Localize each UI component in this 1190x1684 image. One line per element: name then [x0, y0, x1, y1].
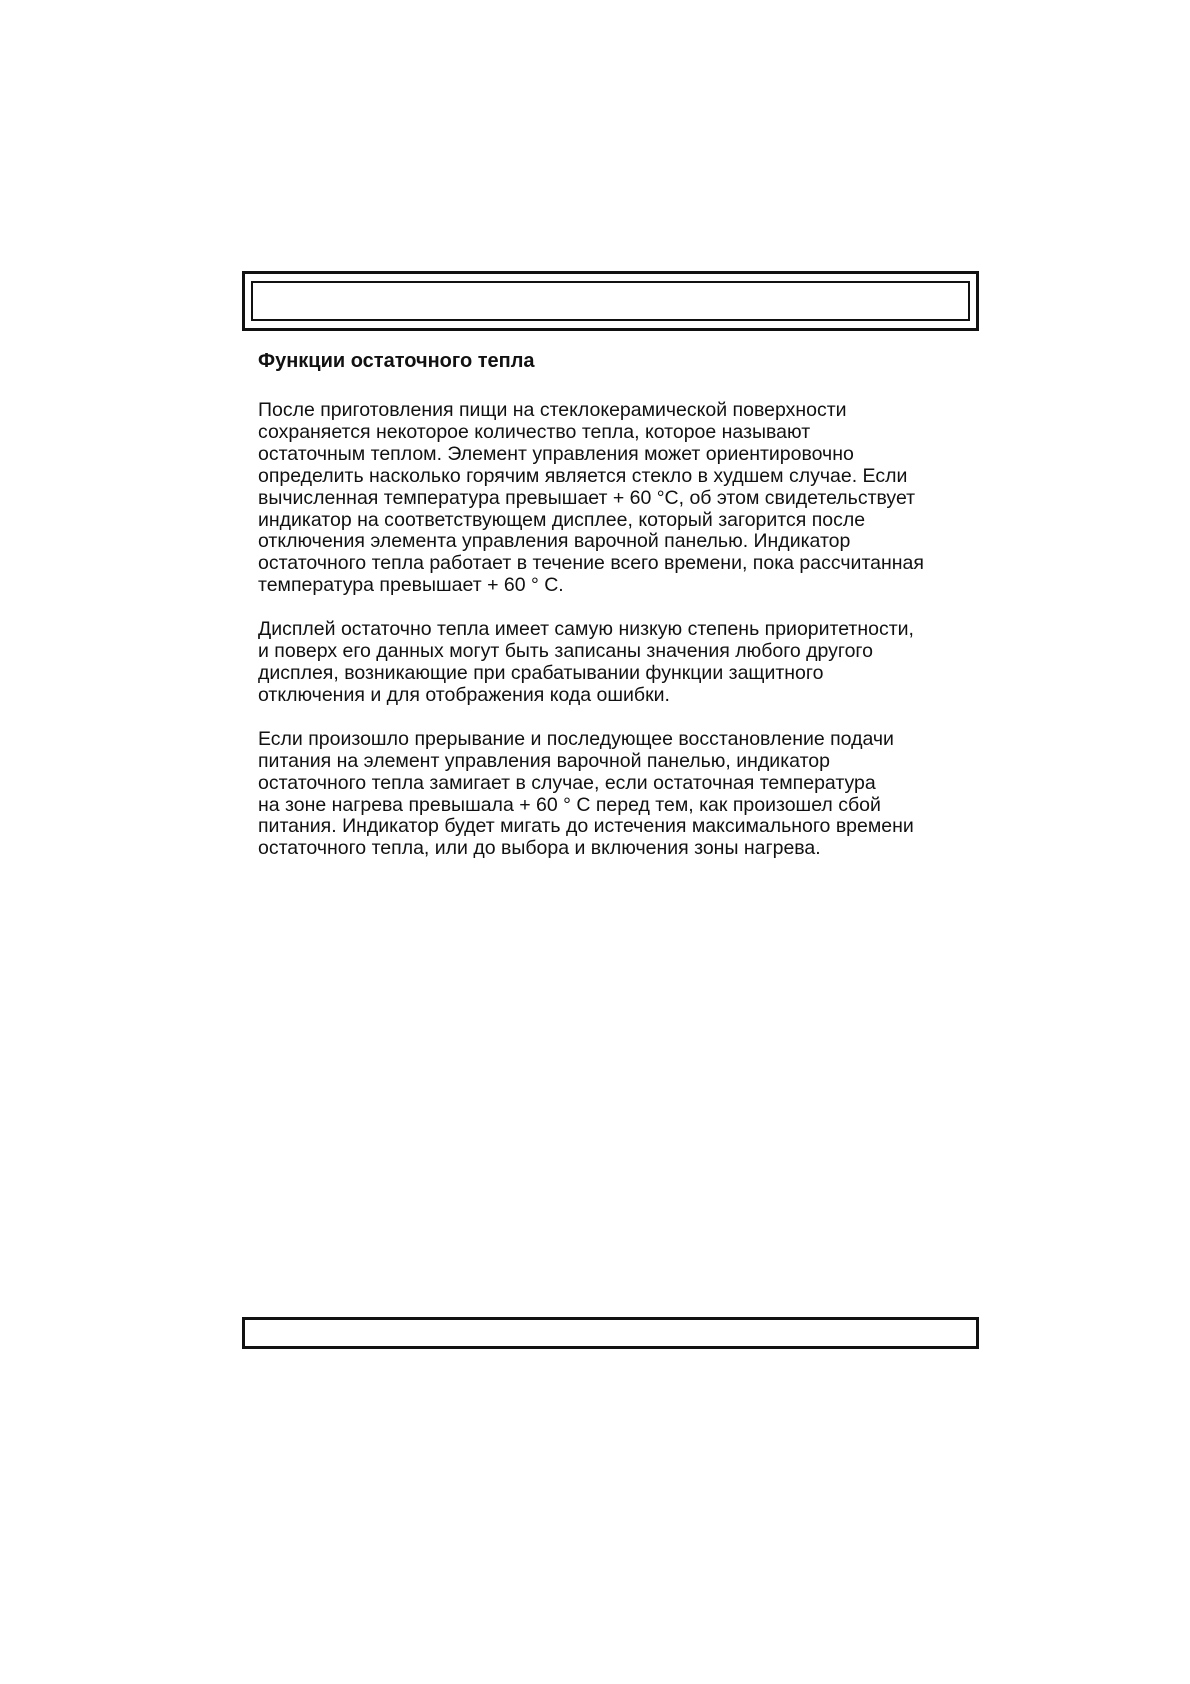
header-frame	[242, 271, 979, 331]
footer-frame	[242, 1317, 979, 1349]
header-inner-frame	[251, 281, 970, 321]
paragraph-display-priority: Дисплей остаточно тепла имеет самую низкую степень приоритетности, и поверх его данных могут быть записаны значения любого другого дисплея, возникающие при срабатывании функции защитного отключения и для отображения кода ошибки.	[258, 618, 914, 706]
document-body	[258, 348, 988, 882]
section-title: Функции остаточного тепла	[258, 350, 535, 372]
paragraph-residual-heat-intro: После приготовления пищи на стеклокерамической поверхности сохраняется некоторое количество тепла, которое называют остаточным теплом. Элемент управления может ориентировочно определить насколько горячим является стекло в худшем случае. Если вычисленная температура превышает + 60 °C, об этом свидетельствует индикатор на соответствующем дисплее, который загорится после отключения элемента управления варочной панелью. Индикатор остаточного тепла работает в течение всего времени, пока рассчитанная температура превышает + 60 ° C.	[258, 399, 924, 597]
paragraph-power-interruption: Если произошло прерывание и последующее восстановление подачи питания на элемент управления варочной панелью, индикатор остаточного тепла замигает в случае, если остаточная температура на зоне нагрева превышала + 60 ° C перед тем, как произошел сбой питания. Индикатор будет мигать до истечения максимального времени остаточного тепла, или до выбора и включения зоны нагрева.	[258, 727, 914, 860]
